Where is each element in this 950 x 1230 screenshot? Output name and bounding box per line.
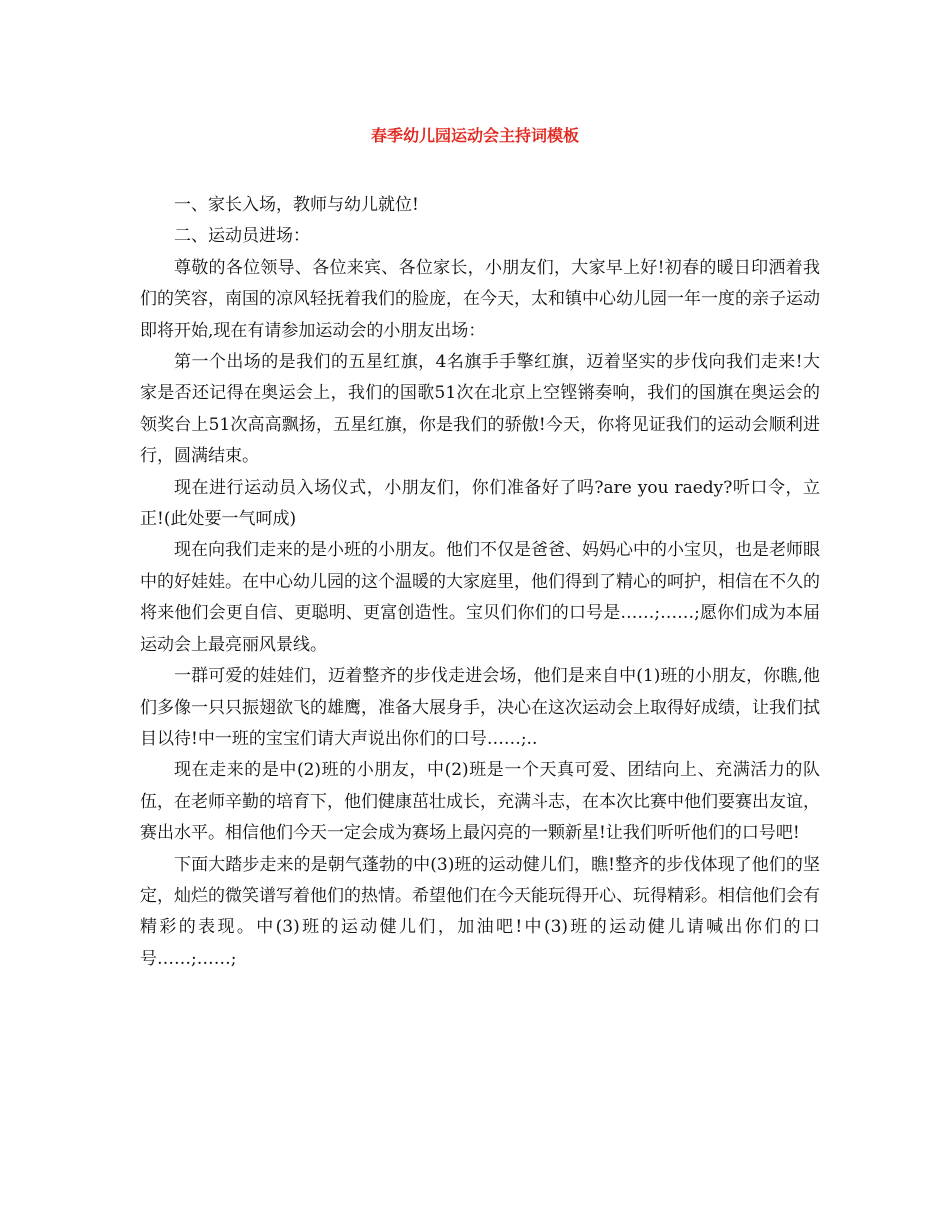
paragraph-8: 现在走来的是中(2)班的小朋友，中(2)班是一个天真可爱、团结向上、充满活力的队伍，在老师辛勤的培育下，他们健康茁壮成长，充满斗志，在本次比赛中他们要赛出友谊，赛出水平。相信他们今天一定会成为赛场上最闪亮的一颗新星!让我们听听他们的口号吧!	[140, 760, 820, 844]
paragraph-3: 尊敬的各位领导、各位来宾、各位家长，小朋友们，大家早上好!初春的暖日印洒着我们的笑容，南国的凉风轻抚着我们的脸庞，在今天，太和镇中心幼儿园一年一度的亲子运动即将开始,现在有请参加运动会的小朋友出场：	[140, 257, 820, 341]
paragraph-9: 下面大踏步走来的是朝气蓬勃的中(3)班的运动健儿们，瞧!整齐的步伐体现了他们的坚定，灿烂的微笑谱写着他们的热情。希望他们在今天能玩得开心、玩得精彩。相信他们会有精彩的表现。中(3)班的运动健儿们，加油吧!中(3)班的运动健儿请喊出你们的口号……;……;	[140, 854, 820, 969]
paragraph-1: 一、家长入场，教师与幼儿就位!	[174, 195, 419, 215]
document-title: 春季幼儿园运动会主持词模板	[370, 126, 579, 145]
paragraph-5: 现在进行运动员入场仪式，小朋友们，你们准备好了吗?are you raedy?听口令，立正!(此处要一气呵成)	[140, 477, 820, 530]
paragraph-2: 二、运动员进场：	[174, 226, 310, 247]
paragraph-7: 一群可爱的娃娃们，迈着整齐的步伐走进会场，他们是来自中(1)班的小朋友，你瞧,他们多像一只只振翅欲飞的雄鹰，准备大展身手，决心在这次运动会上取得好成绩，让我们拭目以待!中一班的宝宝们请大声说出你们的口号……;..	[140, 666, 820, 749]
document-body	[140, 190, 820, 975]
paragraph-4: 第一个出场的是我们的五星红旗，4名旗手手擎红旗，迈着坚实的步伐向我们走来!大家是否还记得在奥运会上，我们的国歌51次在北京上空铿锵奏响，我们的国旗在奥运会的领奖台上51次高高飘扬，五星红旗，你是我们的骄傲!今天，你将见证我们的运动会顺利进行，圆满结束。	[140, 352, 820, 467]
paragraph-6: 现在向我们走来的是小班的小朋友。他们不仅是爸爸、妈妈心中的小宝贝，也是老师眼中的好娃娃。在中心幼儿园的这个温暖的大家庭里，他们得到了精心的呵护，相信在不久的将来他们会更自信、更聪明、更富创造性。宝贝们你们的口号是……;……;愿你们成为本届运动会上最亮丽风景线。	[140, 540, 820, 655]
